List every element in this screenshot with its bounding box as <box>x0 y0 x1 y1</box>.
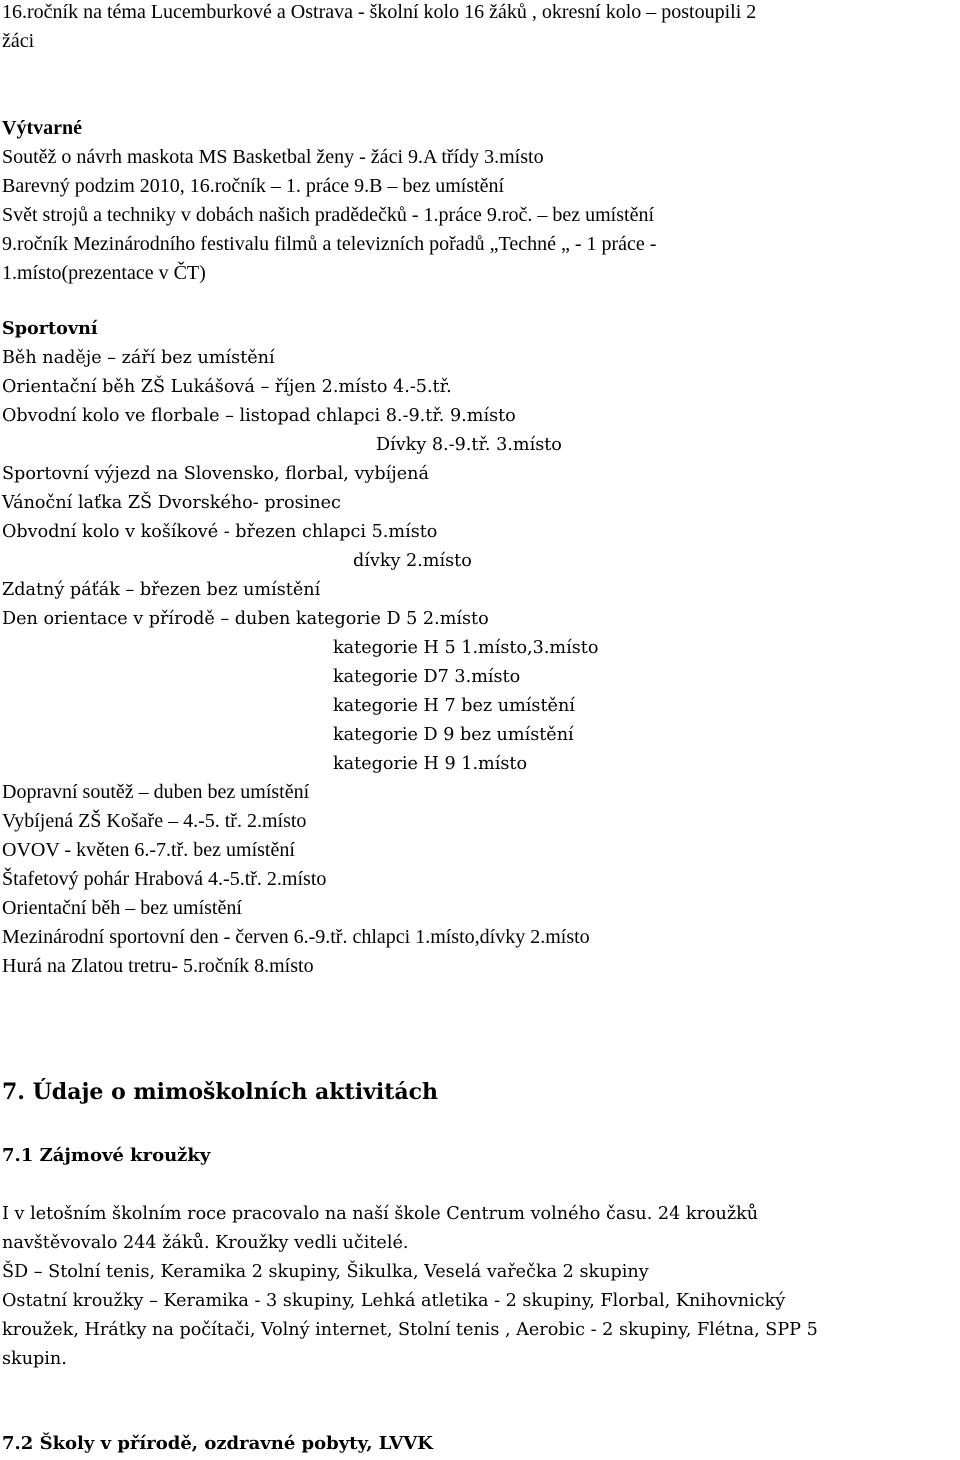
text-line-beh-nadeje: Běh naděje – září bez umístění <box>2 348 275 368</box>
text-line-florbal-divky: Dívky 8.-9.tř. 3.místo <box>376 435 562 455</box>
text-line-maskot: Soutěž o návrh maskota MS Basketbal ženy - žáci 9.A třídy 3.místo <box>2 146 544 168</box>
text-line-den-orientace: Den orientace v přírodě – duben kategorie D 5 2.místo <box>2 609 489 629</box>
text-line-kategorie-h7: kategorie H 7 bez umístění <box>333 696 575 716</box>
subsection-heading-skoly-v-prirode: 7.2 Školy v přírodě, ozdravné pobyty, LVVK <box>2 1433 433 1454</box>
text-line-kosikova-divky: dívky 2.místo <box>353 551 472 571</box>
text-line-vybijena-kosare: Vybíjená ZŠ Košaře – 4.-5. tř. 2.místo <box>2 810 307 832</box>
paragraph-line-navstevovalo: navštěvovalo 244 žáků. Kroužky vedli učitelé. <box>2 1233 409 1253</box>
text-line-zlata-tretra: Hurá na Zlatou tretru- 5.ročník 8.místo <box>2 955 314 977</box>
text-line-competition-lucembourg: 16.ročník na téma Lucemburkové a Ostrava - školní kolo 16 žáků , okresní kolo – postoupili 2 <box>2 1 757 23</box>
text-line-stafetovy-pohar: Štafetový pohár Hrabová 4.-5.tř. 2.místo <box>2 868 327 890</box>
text-line-mezinarodni-sportovni-den: Mezinárodní sportovní den - červen 6.-9.tř. chlapci 1.místo,dívky 2.místo <box>2 926 590 948</box>
paragraph-line-sd: ŠD – Stolní tenis, Keramika 2 skupiny, Šikulka, Veselá vařečka 2 skupiny <box>2 1262 649 1282</box>
text-line-zdatny-patak: Zdatný páťák – březen bez umístění <box>2 580 321 600</box>
chapter-heading-mimoskolni-aktivity: 7. Údaje o mimoškolních aktivitách <box>2 1079 439 1105</box>
text-line-kategorie-h5: kategorie H 5 1.místo,3.místo <box>333 638 599 658</box>
subsection-heading-zajmove-krouzky: 7.1 Zájmové kroužky <box>2 1145 211 1166</box>
text-line-orientacni-beh: Orientační běh – bez umístění <box>2 897 242 919</box>
paragraph-line-cvc: I v letošním školním roce pracovalo na naší škole Centrum volného času. 24 kroužků <box>2 1204 759 1224</box>
section-heading-vytvarne: Výtvarné <box>2 117 82 139</box>
text-line-kategorie-h9: kategorie H 9 1.místo <box>333 754 528 774</box>
text-line-kategorie-d7: kategorie D7 3.místo <box>333 667 521 687</box>
paragraph-line-skupin: skupin. <box>2 1349 67 1369</box>
section-heading-sportovni: Sportovní <box>2 318 98 339</box>
text-line-zaci: žáci <box>2 30 35 52</box>
text-line-vyjezd-slovensko: Sportovní výjezd na Slovensko, florbal, vybíjená <box>2 464 429 484</box>
text-line-orientacni-beh-lukasova: Orientační běh ZŠ Lukášová – říjen 2.místo 4.-5.tř. <box>2 377 452 397</box>
text-line-svet-stroju: Svět strojů a techniky v dobách našich pradědečků - 1.práce 9.roč. – bez umístění <box>2 204 655 226</box>
text-line-dopravni-soutez: Dopravní soutěž – duben bez umístění <box>2 781 310 803</box>
text-line-techne: 9.ročník Mezinárodního festivalu filmů a televizních pořadů „Techné „ - 1 práce - <box>2 233 657 255</box>
text-line-florbal: Obvodní kolo ve florbale – listopad chlapci 8.-9.tř. 9.místo <box>2 406 516 426</box>
text-line-kosikova: Obvodní kolo v košíkové - březen chlapci 5.místo <box>2 522 438 542</box>
paragraph-line-ostatni-krouzky: Ostatní kroužky – Keramika - 3 skupiny, Lehká atletika - 2 skupiny, Florbal, Knihovnický <box>2 1291 786 1311</box>
text-line-ovov: OVOV - květen 6.-7.tř. bez umístění <box>2 839 295 861</box>
text-line-vanocni-latka: Vánoční laťka ZŠ Dvorského- prosinec <box>2 493 341 513</box>
text-line-barevny-podzim: Barevný podzim 2010, 16.ročník – 1. práce 9.B – bez umístění <box>2 175 505 197</box>
text-line-kategorie-d9: kategorie D 9 bez umístění <box>333 725 574 745</box>
text-line-techne-place: 1.místo(prezentace v ČT) <box>2 262 206 284</box>
paragraph-line-krouzek-hratky: kroužek, Hrátky na počítači, Volný internet, Stolní tenis , Aerobic - 2 skupiny, Flétna, SPP 5 <box>2 1320 818 1340</box>
